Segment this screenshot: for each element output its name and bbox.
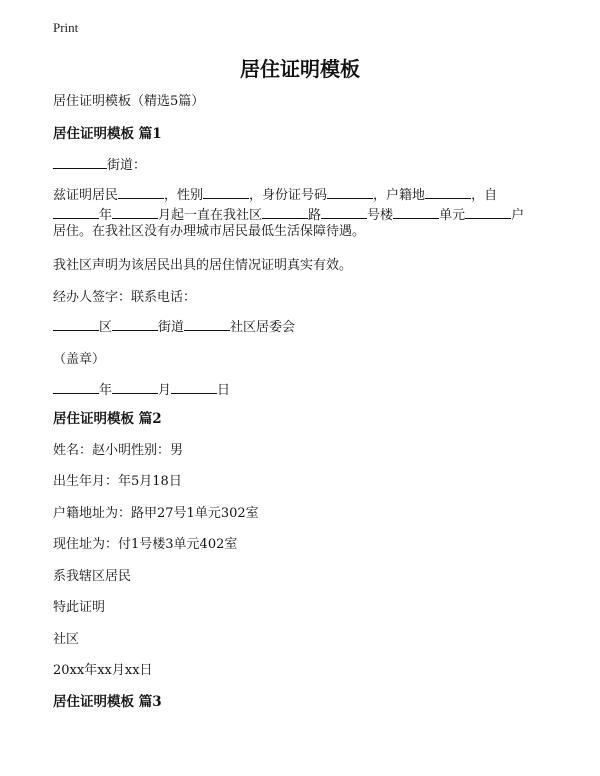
date-line <box>53 381 560 401</box>
certify-text-e: ，自 <box>471 188 498 203</box>
date-day-blank[interactable] <box>171 381 217 394</box>
certify-text-g: 月起一直在我社区 <box>158 208 263 223</box>
community-blank[interactable] <box>184 318 230 331</box>
section-2-line: 20xx年xx月xx日 <box>53 663 153 678</box>
certify-text-i: 号楼 <box>367 208 394 223</box>
unit-blank[interactable] <box>393 206 439 219</box>
certify-text-j: 单元 <box>439 208 466 223</box>
certify-text-a: 兹证明居民 <box>53 188 119 203</box>
date-year-blank[interactable] <box>53 381 99 394</box>
certify-text-f: 年 <box>99 208 113 223</box>
road-blank[interactable] <box>262 206 308 219</box>
household-blank[interactable] <box>465 206 511 219</box>
certify-line-3: 居住。在我社区没有办理城市居民最低生活保障待遇。 <box>53 224 366 239</box>
since-year-blank[interactable] <box>53 206 99 219</box>
certify-line-1 <box>53 186 560 206</box>
section-3-heading: 居住证明模板 篇3 <box>53 694 162 710</box>
id-number-blank[interactable] <box>327 186 373 199</box>
section-2-heading: 居住证明模板 篇2 <box>53 411 162 427</box>
section-2-line: 出生年月：年5月18日 <box>53 474 182 489</box>
resident-name-blank[interactable] <box>118 186 164 199</box>
certify-text-h: 路 <box>308 208 322 223</box>
district-blank[interactable] <box>53 318 99 331</box>
section-2-line: 社区 <box>53 632 80 647</box>
month-label: 月 <box>158 383 172 398</box>
year-label: 年 <box>99 383 113 398</box>
gender-blank[interactable] <box>203 186 249 199</box>
section-2-line: 户籍地址为：路甲27号1单元302室 <box>53 506 259 521</box>
section-2-line: 现住址为：付1号楼3单元402室 <box>53 537 238 552</box>
street-blank[interactable] <box>53 156 107 169</box>
date-month-blank[interactable] <box>112 381 158 394</box>
street-suffix: 街道： <box>107 158 147 173</box>
street-name-blank[interactable] <box>112 318 158 331</box>
declaration-line: 我社区声明为该居民出具的居住情况证明真实有效。 <box>53 258 353 273</box>
signature-line: 经办人签字：联系电话： <box>53 290 197 305</box>
certify-text-d: ，户籍地 <box>373 188 426 203</box>
section-2-line: 系我辖区居民 <box>53 569 132 584</box>
committee-label: 社区居委会 <box>230 320 296 335</box>
section-2-line: 特此证明 <box>53 600 106 615</box>
section-2-line: 姓名：赵小明性别：男 <box>53 443 184 458</box>
document-subtitle: 居住证明模板（精选5篇） <box>53 94 205 109</box>
certify-text-b: ，性别 <box>164 188 204 203</box>
district-label: 区 <box>99 320 113 335</box>
domicile-blank[interactable] <box>425 186 471 199</box>
certify-text-c: ，身份证号码 <box>249 188 328 203</box>
street-label: 街道 <box>158 320 185 335</box>
since-month-blank[interactable] <box>112 206 158 219</box>
document-title: 居住证明模板 <box>240 57 360 81</box>
day-label: 日 <box>217 383 231 398</box>
print-link[interactable]: Print <box>53 20 79 35</box>
seal-line: （盖章） <box>53 352 106 367</box>
building-blank[interactable] <box>321 206 367 219</box>
certify-text-k: 户 <box>511 208 525 223</box>
community-line <box>53 318 560 338</box>
section-1-heading: 居住证明模板 篇1 <box>53 126 162 142</box>
street-line <box>53 156 560 176</box>
